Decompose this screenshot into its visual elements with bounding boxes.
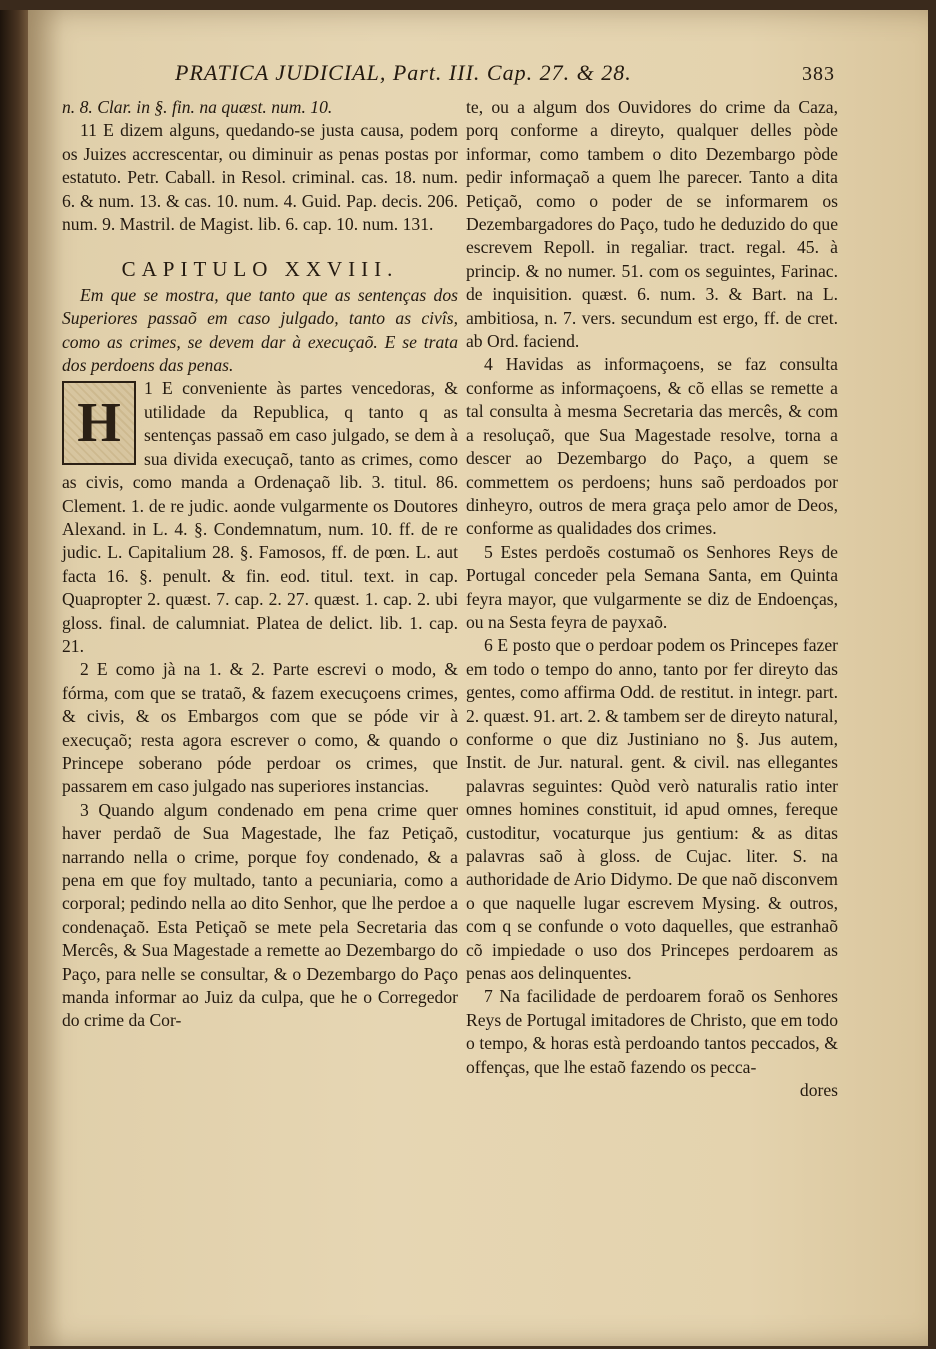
book-gutter xyxy=(0,10,30,1349)
left-column xyxy=(62,96,458,1033)
right-column xyxy=(466,96,838,1102)
paragraph-2: 2 E como jà na 1. & 2. Parte escrevi o modo, & fórma, com que se trataõ, & fazem execuçoens crimes, & civis, & os Embargos com que se póde vir à execuçaõ; resta agora escrever o como, & quando o Princepe soberano póde perdoar os crimes, que passarem em caso julgado nas superiores instancias. xyxy=(62,659,458,797)
paragraph-1: 1 E conveniente às partes vencedoras, & utilidade da Republica, q tanto q as sentenças passaõ em caso julgado, se dem à sua divida execuçaõ, tanto as crimes, como as civis, como manda a Ordenaçaõ lib. 3. titul. 86. Clement. 1. de re judic. aonde vulgarmente os Doutores Alexand. in L. 4. §. Condemnatum, num. 10. ff. de re judic. L. Capitalium 28. §. Famosos, ff. de pœn. L. aut facta 16. §. penult. & fin. eod. titul. text. in cap. Quapropter 2. quæst. 7. cap. 2. 27. quæst. 1. cap. 2. ubi gloss. final. de calumniat. Platea de delict. lib. 1. cap. 21. xyxy=(62,378,458,656)
dropcap-letter: H xyxy=(77,391,121,454)
running-header xyxy=(175,60,835,86)
paragraph-3-continued: te, ou a algum dos Ouvidores do crime da Caza, porq conforme a direyto, qualquer delles pòde informar, como tambem o dito Dezembargo pòde pedir informaçaõ a quem lhe parecer. Tanto a dita Petiçaõ, como o poder de se informarem os Dezembargadores do Paço, tudo he deduzido do que escrevem Repoll. in regaliar. tract. regal. 45. à princip. & no numer. 51. com os seguintes, Farinac. de inquisition. quæst. 6. num. 3. & Bart. na L. ambitiosa, n. 7. vers. secundum est ergo, ff. de cret. ab Ord. faciend. xyxy=(466,97,838,352)
paragraph-1-block xyxy=(62,377,458,658)
chapter-title: CAPITULO XXVIII. xyxy=(121,257,399,282)
page-number: 383 xyxy=(802,63,835,85)
paragraph-5: 5 Estes perdoẽs costumaõ os Senhores Reys de Portugal conceder pela Semana Santa, em Quinta feyra mayor, que vulgarmente se diz de Endoenças, ou na Sesta feyra de payxaõ. xyxy=(466,541,838,632)
header-title: PRATICA JUDICIAL, Part. III. Cap. 27. & 28. xyxy=(175,60,632,85)
paragraph-3: 3 Quando algum condenado em pena crime quer haver perdaõ de Sua Magestade, lhe faz Petiçaõ, narrando nella o crime, porque foy condenado, & a pena em que foy multado, tanto a pecuniaria, como a corporal; pedindo nella ao dito Senhor, que lhe perdoe a condenaçaõ. Esta Petiçaõ se mete pela Secretaria das Mercês, & Sua Magestade a remette ao Dezembargo do Paço, para nelle se consultar, & o Dezembargo do Paço manda informar ao Juiz da culpa, que he o Corregedor do crime da Cor- xyxy=(62,799,458,1031)
paragraph-6: 6 E posto que o perdoar podem os Princepes fazer em todo o tempo do anno, tanto por fer direyto das gentes, como affirma Odd. de restitut. in integr. part. 2. quæst. 91. art. 2. & tambem ser de direyto natural, conforme o que diz Justiniano no §. Jus autem, Instit. de Jur. natural. gent. & civil. nas ellegantes palavras seguintes: Quòd verò naturalis ratio inter omnes homines constituit, id apud omnes, fereque custoditur, vocaturque jus gentium: & as ditas palavras saõ à gloss. de Cujac. liter. S. na authoridade de Ario Didymo. De que naõ disconvem o que naquelle lugar escrevem Mysing. & outros, com q se confunde o voto daquelles, que estranhaõ cõ impiedade o uso dos Princepes perdoarem as penas aos delinquentes. xyxy=(466,635,838,984)
paragraph-11: 11 E dizem alguns, quedando-se justa causa, podem os Juizes accrescentar, ou diminuir as penas postas por estatuto. Petr. Caball. in Resol. criminal. cas. 18. num. 6. & num. 13. & cas. 10. num. 4. Guid. Pap. decis. 206. num. 9. Mastril. de Magist. lib. 6. cap. 10. num. 131. xyxy=(62,120,458,235)
ornamental-dropcap xyxy=(62,381,136,465)
intro-citation: n. 8. Clar. in §. fin. na quæst. num. 10. xyxy=(62,97,333,117)
chapter-summary: Em que se mostra, que tanto que as sentenças dos Superiores passaõ em caso julgado, tanto as civîs, como as crimes, se devem dar à execuçaõ. E se trata dos perdoens das penas. xyxy=(62,284,458,376)
catchword: dores xyxy=(799,1080,838,1101)
paragraph-4: 4 Havidas as informaçoens, se faz consulta conforme as informaçoens, & cõ ellas se remette a tal consulta à mesma Secretaria das mercês, & com a resoluçaõ, que Sua Magestade resolve, torna a descer ao Dezembargo do Paço, a quem se commettem os perdoens; huns saõ perdoados por dinheyro, outros de mera graça pelo amor de Deos, conforme as qualidades dos crimes. xyxy=(466,354,838,539)
paragraph-7: 7 Na facilidade de perdoarem foraõ os Senhores Reys de Portugal imitadores de Christo, que em todo o tempo, & horas està perdoando tantos peccados, & offenças, que lhe estaõ fazendo os pecca- xyxy=(466,986,838,1077)
